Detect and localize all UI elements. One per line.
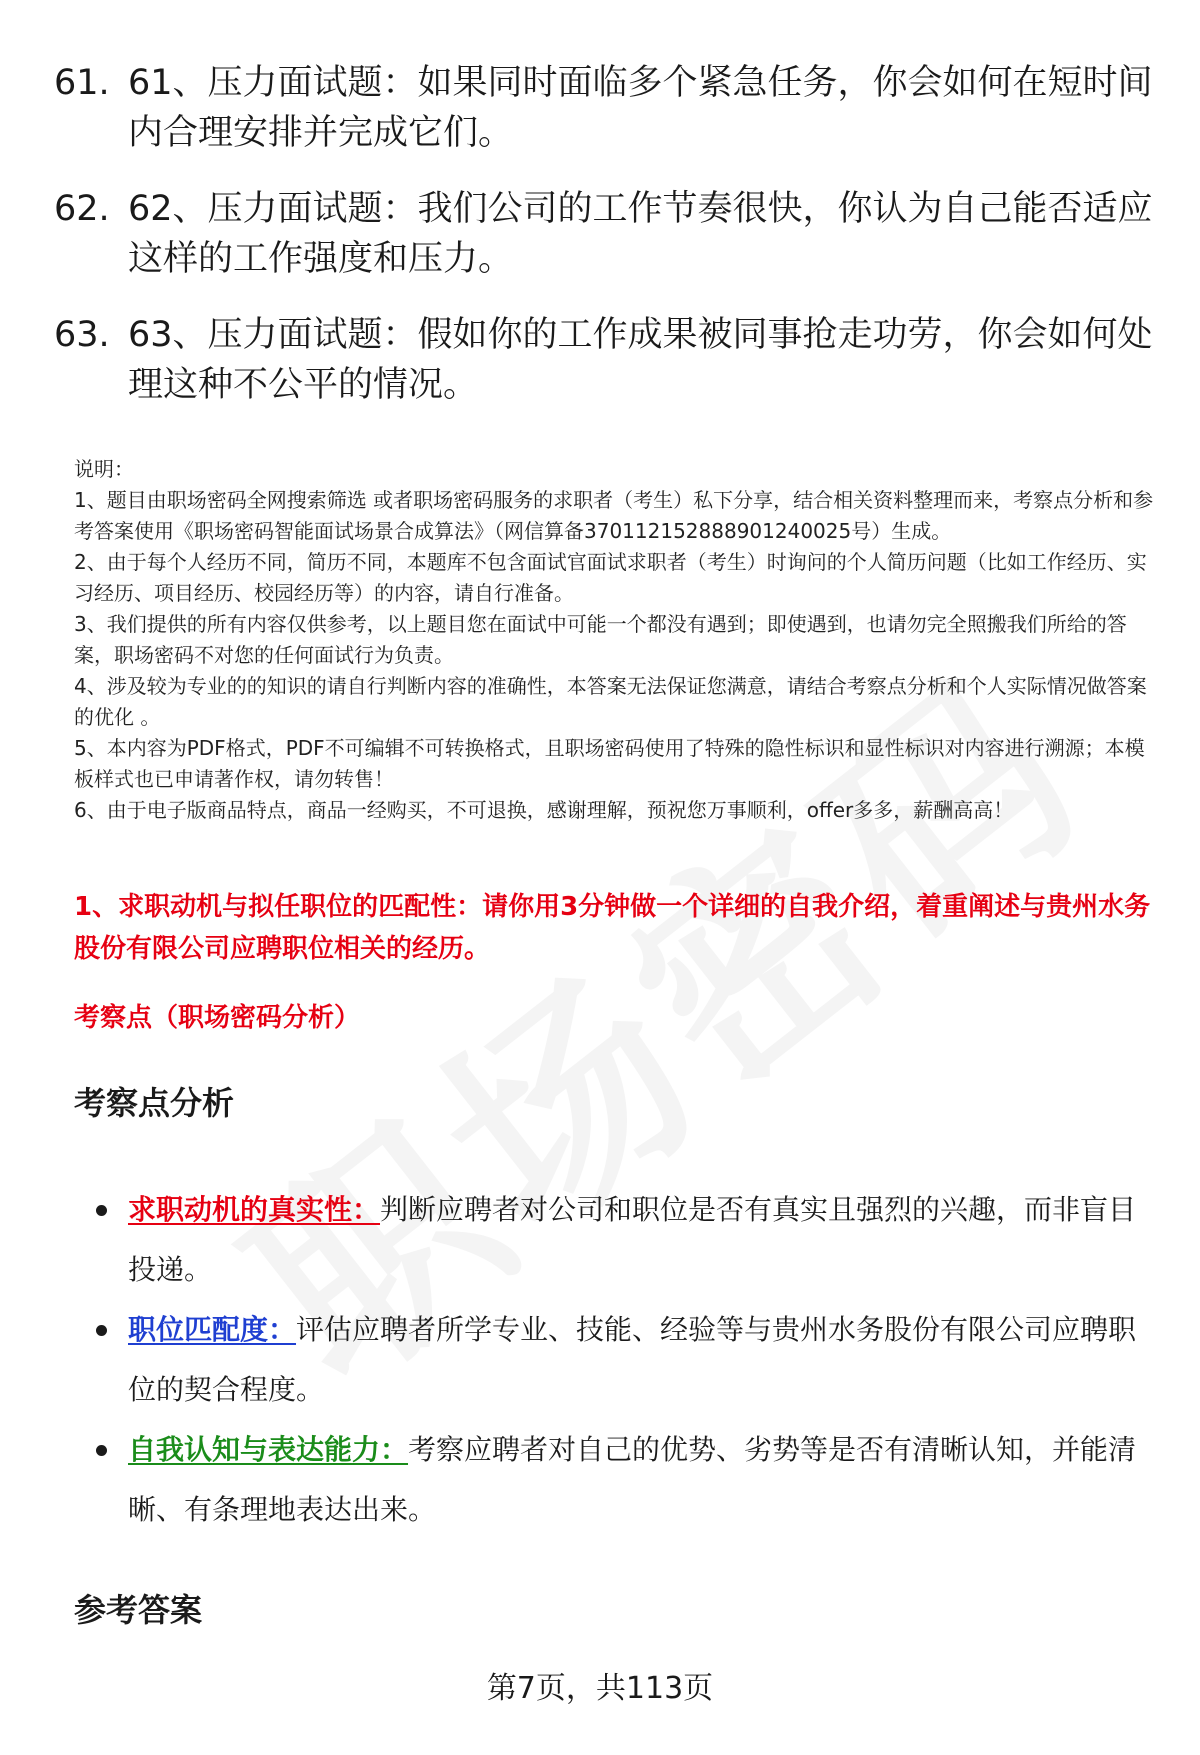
question-text: 61、压力面试题：如果同时面临多个紧急任务，你会如何在短时间内合理安排并完成它们。	[128, 63, 1153, 153]
question-text: 63、压力面试题：假如你的工作成果被同事抢走功劳，你会如何处理这种不公平的情况。	[128, 315, 1153, 405]
bullet-text: 判断应聘者对公司和职位是否有真实且强烈的兴趣，而非盲目投递。	[128, 1193, 1137, 1286]
question-item	[54, 310, 1154, 410]
bullet-label: 求职动机的真实性：	[128, 1193, 381, 1226]
analysis-bullets	[96, 1180, 1156, 1540]
bullet-label: 自我认知与表达能力：	[128, 1433, 409, 1466]
note-item: 1、题目由职场密码全网搜索筛选 或者职场密码服务的求职者（考生）私下分享，结合相关资料整理而来，考察点分析和参考答案使用《职场密码智能面试场景合成算法》（网信算备370112152888901240025号）生成。	[74, 488, 1154, 543]
bullet-text: 评估应聘者所学专业、技能、经验等与贵州水务股份有限公司应聘职位的契合程度。	[128, 1313, 1137, 1406]
question-text: 62、压力面试题：我们公司的工作节奏很快，你认为自己能否适应这样的工作强度和压力。	[128, 189, 1153, 279]
bullet-text: 考察应聘者对自己的优势、劣势等是否有清晰认知，并能清晰、有条理地表达出来。	[128, 1433, 1137, 1526]
bullet-item	[96, 1300, 1156, 1420]
note-item: 6、由于电子版商品特点，商品一经购买，不可退换，感谢理解，预祝您万事顺利，offer多多，薪酬高高！	[74, 798, 1014, 822]
bullet-label: 职位匹配度：	[128, 1313, 297, 1346]
notes-title: 说明：	[74, 457, 134, 481]
notes-section	[74, 454, 1159, 826]
bullet-item	[96, 1420, 1156, 1540]
question-item	[54, 184, 1154, 284]
note-item: 2、由于每个人经历不同，简历不同，本题库不包含面试官面试求职者（考生）时询问的个人简历问题（比如工作经历、实习经历、项目经历、校园经历等）的内容，请自行准备。	[74, 550, 1147, 605]
question-number: 62.	[54, 189, 110, 229]
note-item: 5、本内容为PDF格式，PDF不可编辑不可转换格式，且职场密码使用了特殊的隐性标识和显性标识对内容进行溯源；本模板样式也已申请著作权，请勿转售！	[74, 736, 1145, 791]
kaochadian-label: 考察点（职场密码分析）	[74, 1003, 361, 1033]
note-item: 3、我们提供的所有内容仅供参考，以上题目您在面试中可能一个都没有遇到；即使遇到，也请勿完全照搬我们所给的答案，职场密码不对您的任何面试行为负责。	[74, 612, 1127, 667]
bullet-dot-icon	[96, 1205, 107, 1216]
bullet-dot-icon	[96, 1445, 107, 1456]
question-number: 63.	[54, 315, 110, 355]
question-number: 61.	[54, 63, 110, 103]
answer-heading: 参考答案	[74, 1591, 203, 1629]
page-footer: 第7页，共113页	[486, 1671, 714, 1706]
note-item: 4、涉及较为专业的的知识的请自行判断内容的准确性，本答案无法保证您满意，请结合考察点分析和个人实际情况做答案的优化 。	[74, 674, 1147, 729]
question-list	[54, 58, 1154, 436]
analysis-heading: 考察点分析	[74, 1084, 235, 1122]
bullet-item	[96, 1180, 1156, 1300]
question-item	[54, 58, 1154, 158]
bullet-dot-icon	[96, 1325, 107, 1336]
main-question: 1、求职动机与拟任职位的匹配性：请你用3分钟做一个详细的自我介绍，着重阐述与贵州水务股份有限公司应聘职位相关的经历。	[74, 892, 1151, 964]
